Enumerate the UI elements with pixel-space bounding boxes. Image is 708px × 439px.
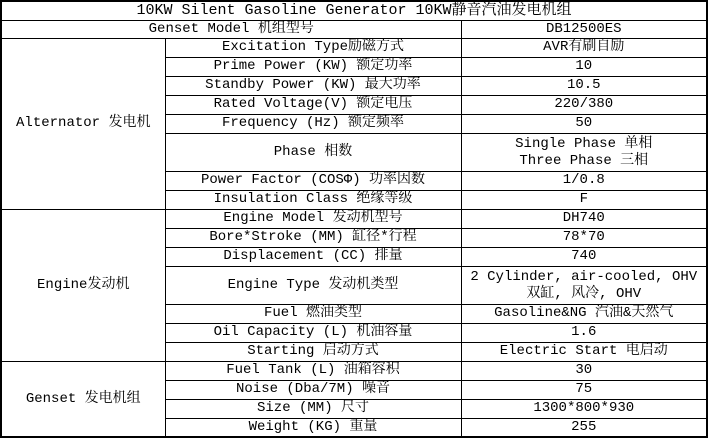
spec-value: AVR有刷自励 bbox=[461, 38, 707, 57]
group-label-alternator: Alternator 发电机 bbox=[1, 38, 165, 209]
spec-label: Size (MM) 尺寸 bbox=[165, 399, 461, 418]
spec-label: Oil Capacity (L) 机油容量 bbox=[165, 323, 461, 342]
group-label-genset: Genset 发电机组 bbox=[1, 361, 165, 437]
spec-label: Displacement (CC) 排量 bbox=[165, 247, 461, 266]
group-label-engine: Engine发动机 bbox=[1, 209, 165, 361]
spec-value: 50 bbox=[461, 114, 707, 133]
spec-label: Fuel Tank (L) 油箱容积 bbox=[165, 361, 461, 380]
spec-value-line2: Three Phase 三相 bbox=[519, 152, 649, 169]
table-row bbox=[1, 361, 707, 380]
spec-value: 10 bbox=[461, 57, 707, 76]
spec-value: 220/380 bbox=[461, 95, 707, 114]
spec-label: Noise (Dba/7M) 噪音 bbox=[165, 380, 461, 399]
spec-label: Bore*Stroke (MM) 缸径*行程 bbox=[165, 228, 461, 247]
spec-label: Insulation Class 绝缘等级 bbox=[165, 190, 461, 209]
spec-value: 1300*800*930 bbox=[461, 399, 707, 418]
spec-label: Starting 启动方式 bbox=[165, 342, 461, 361]
table-row bbox=[1, 1, 707, 20]
spec-label: Power Factor (COSΦ) 功率因数 bbox=[165, 171, 461, 190]
spec-value: 740 bbox=[461, 247, 707, 266]
spec-label: Rated Voltage(V) 额定电压 bbox=[165, 95, 461, 114]
table-row bbox=[1, 20, 707, 38]
spec-label: Engine Model 发动机型号 bbox=[165, 209, 461, 228]
spec-label: Phase 相数 bbox=[165, 133, 461, 171]
spec-value bbox=[461, 266, 707, 304]
spec-value-line1: 2 Cylinder, air-cooled, OHV bbox=[470, 268, 698, 285]
spec-value: 10.5 bbox=[461, 76, 707, 95]
spec-label: Prime Power (KW) 额定功率 bbox=[165, 57, 461, 76]
spec-value: Gasoline&NG 汽油&天然气 bbox=[461, 304, 707, 323]
spec-value: 1.6 bbox=[461, 323, 707, 342]
spec-value-line2: 双缸, 风冷, OHV bbox=[526, 285, 642, 302]
spec-value: 75 bbox=[461, 380, 707, 399]
spec-value: F bbox=[461, 190, 707, 209]
spec-label: Excitation Type励磁方式 bbox=[165, 38, 461, 57]
spec-value: Electric Start 电启动 bbox=[461, 342, 707, 361]
spec-value: 78*70 bbox=[461, 228, 707, 247]
spec-value: 30 bbox=[461, 361, 707, 380]
spec-label: Engine Type 发动机类型 bbox=[165, 266, 461, 304]
model-label: Genset Model 机组型号 bbox=[1, 20, 461, 38]
spec-value bbox=[461, 133, 707, 171]
table-row bbox=[1, 38, 707, 57]
spec-value: DH740 bbox=[461, 209, 707, 228]
spec-label: Fuel 燃油类型 bbox=[165, 304, 461, 323]
spec-label: Standby Power (KW) 最大功率 bbox=[165, 76, 461, 95]
model-value: DB12500ES bbox=[461, 20, 707, 38]
spec-label: Frequency (Hz) 额定频率 bbox=[165, 114, 461, 133]
spec-value: 255 bbox=[461, 418, 707, 437]
spec-value-line1: Single Phase 单相 bbox=[515, 135, 653, 152]
table-title: 10KW Silent Gasoline Generator 10KW静音汽油发电机组 bbox=[1, 1, 707, 20]
spec-value: 1/0.8 bbox=[461, 171, 707, 190]
table-row bbox=[1, 209, 707, 228]
spec-label: Weight (KG) 重量 bbox=[165, 418, 461, 437]
